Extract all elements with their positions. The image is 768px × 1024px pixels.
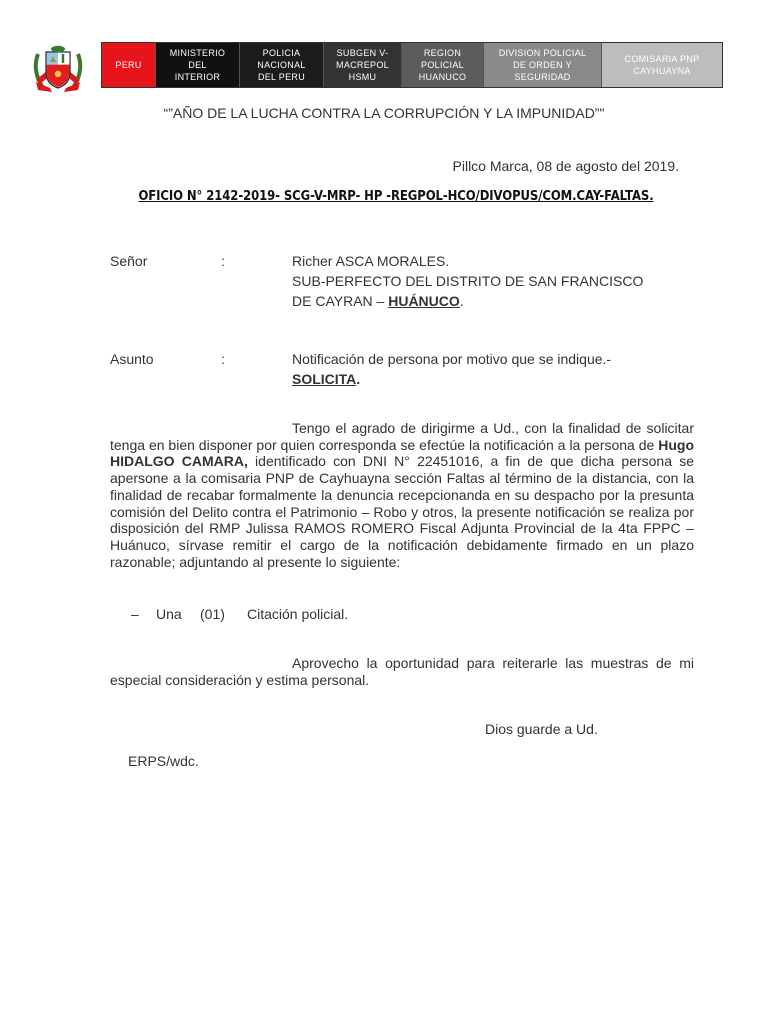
subject-action: SOLICITA	[292, 371, 357, 387]
subject-label: Asunto	[110, 351, 154, 367]
subject-block	[292, 349, 712, 389]
subject-action-suffix: .	[356, 371, 361, 387]
document-reference: OFICIO N° 2142-2019- SCG-V-MRP- HP -REGPOL-HCO/DIVOPUS/COM.CAY-FALTAS.	[138, 189, 654, 204]
closing-salutation: Dios guarde a Ud.	[485, 721, 598, 737]
list-item-number: (01)	[200, 606, 225, 622]
subject-action-line	[292, 369, 712, 389]
header-cell-comisaria: COMISARIA PNP CAYHUAYNA	[602, 43, 722, 87]
header-cell-region-policial: REGION POLICIAL HUANUCO	[402, 43, 484, 87]
body-paragraph-1	[110, 420, 694, 570]
body-p1-part-b: identificado con DNI N° 22451016, a fin de que dicha persona se apersone a la comisaria PNP de Cayhuayna sección Faltas al término de la distancia, con la finalidad de recabar formalmente la denuncia recepcionanda en su despacho por la presunta comisión del Delito contra el Patrimonio – Robo y otros, la presente notificación se realiza por disposición del RMP Julissa RAMOS ROMERO Fiscal Adjunta Provincial de la 4ta FPPC – Huánuco, sírvase remitir el cargo de la notificación debidamente firmado en un plazo razonable; adjuntando al presente lo siguiente:	[110, 453, 694, 570]
recipient-title-prefix: DE CAYRAN –	[292, 293, 389, 309]
date-line: Pillco Marca, 08 de agosto del 2019.	[452, 158, 679, 174]
body-paragraph-2	[110, 655, 694, 688]
list-item-quantity: Una	[156, 606, 182, 622]
recipient-block	[292, 251, 712, 311]
body-p1-part-a: Tengo el agrado de dirigirme a Ud., con la finalidad de solicitar tenga en bien disponer por quien corresponda se efectúe la notificación a la persona de	[110, 420, 694, 453]
header-cell-division-policial: DIVISION POLICIAL DE ORDEN Y SEGURIDAD	[484, 43, 602, 87]
year-motto: “”AÑO DE LA LUCHA CONTRA LA CORRUPCIÓN Y LA IMPUNIDAD”"	[163, 105, 605, 121]
list-item-text: Citación policial.	[247, 606, 349, 622]
recipient-title-line2	[292, 291, 712, 311]
header-cell-ministerio: MINISTERIO DEL INTERIOR	[156, 43, 240, 87]
recipient-title-suffix: .	[459, 293, 464, 309]
subject-colon: :	[221, 351, 225, 367]
body-p2-text: Aprovecho la oportunidad para reiterarle las muestras de mi especial consideración y estima personal.	[110, 655, 694, 688]
recipient-title-line1: SUB-PERFECTO DEL DISTRITO DE SAN FRANCISCO	[292, 273, 644, 289]
header-cell-policia-nacional: POLICIA NACIONAL DEL PERU	[240, 43, 324, 87]
subject-line1: Notificación de persona por motivo que se indique.-	[292, 351, 612, 367]
institutional-header-bar	[101, 42, 723, 88]
recipient-colon: :	[221, 253, 225, 269]
header-cell-subgen: SUBGEN V- MACREPOL HSMU	[324, 43, 402, 87]
recipient-label: Señor	[110, 253, 148, 269]
list-item-dash: –	[131, 606, 139, 622]
author-initials: ERPS/wdc.	[128, 753, 199, 769]
recipient-place: HUÁNUCO	[388, 293, 460, 309]
recipient-name: Richer ASCA MORALES.	[292, 253, 450, 269]
body-person-name: Hugo HIDALGO CAMARA,	[110, 436, 694, 470]
peru-coat-of-arms-icon	[28, 40, 88, 96]
header-cell-peru: PERU	[102, 43, 156, 87]
